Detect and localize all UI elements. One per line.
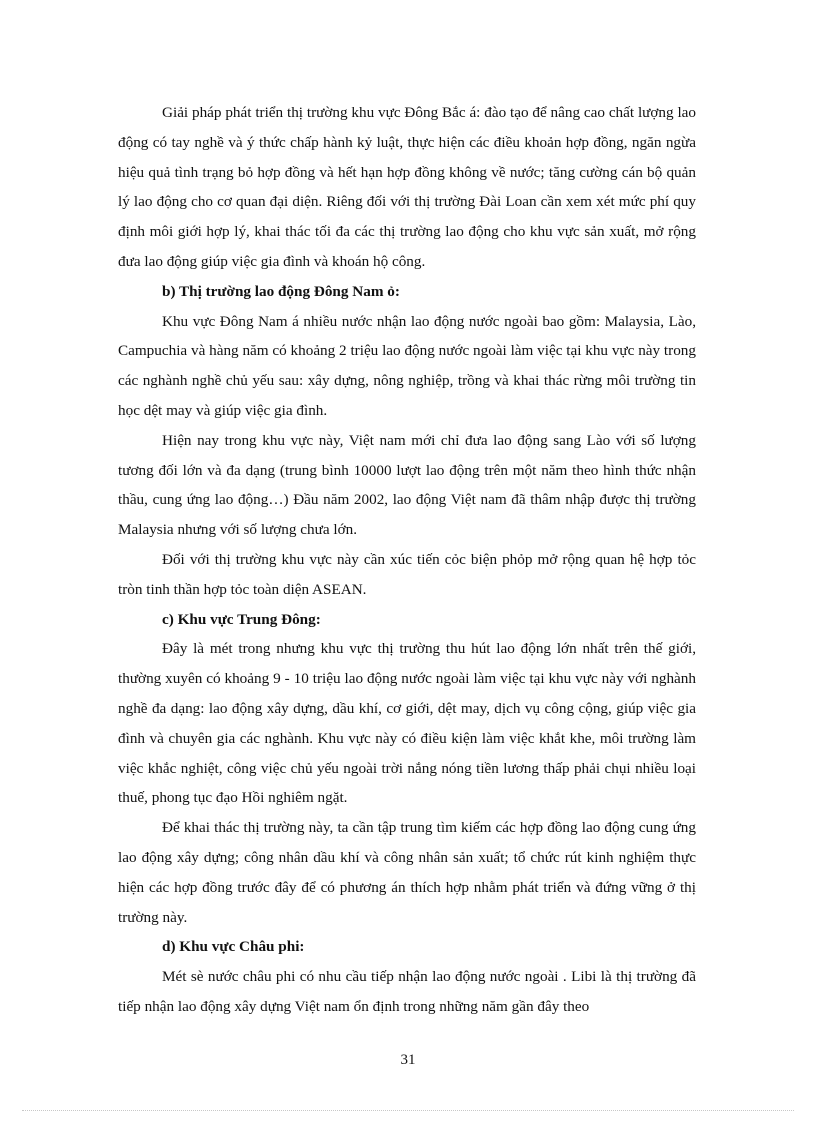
heading-middle-east: c) Khu vực Trung Đông: <box>162 610 321 628</box>
paragraph-africa-overview: Mét sè nước châu phi có nhu cầu tiếp nhận lao động nước ngoài . Libi là thị trường đã tiếp nhận lao động xây dựng Việt nam ổn định trong những năm gần đây theo <box>118 968 696 1015</box>
heading-africa: d) Khu vực Châu phi: <box>162 938 305 956</box>
paragraph-southeast-asia-measures: Đối với thị trường khu vực này cần xúc tiến cỏc biện phỏp mở rộng quan hệ hợp tỏc tròn tinh thần hợp tỏc toàn diện ASEAN. <box>118 550 696 598</box>
paragraph-northeast-asia-solution: Giải pháp phát triển thị trường khu vực Đông Bắc á: đào tạo để nâng cao chất lượng lao động có tay nghề và ý thức chấp hành kỷ luật, thực hiện các điều khoản hợp đồng, ngăn ngừa hiệu quả tình trạng bỏ hợp đồng và hết hạn hợp đồng không về nước; tăng cường cán bộ quản lý lao động cho cơ quan đại diện. Riêng đối với thị trường Đài Loan cần xem xét mức phí quy định môi giới hợp lý, khai thác tối đa các thị trường lao động cho khu vực sản xuất, mở rộng đưa lao động giúp việc gia đình và khoán hộ công. <box>118 104 696 270</box>
paragraph-southeast-asia-overview: Khu vực Đông Nam á nhiều nước nhận lao động nước ngoài bao gồm: Malaysia, Lào, Campuchia và hàng năm có khoảng 2 triệu lao động nước ngoài làm việc tại khu vực này trong các nghành nghề chủ yếu sau: xây dựng, nông nghiệp, trồng và khai thác rừng môi trường tin học dệt may và giúp việc gia đình. <box>118 312 696 419</box>
paragraph-southeast-asia-vietnam: Hiện nay trong khu vực này, Việt nam mới chỉ đưa lao động sang Lào với số lượng tương đối lớn và đa dạng (trung bình 10000 lượt lao động trên một năm theo hình thức nhận thầu, cung ứng lao động…) Đầu năm 2002, lao động Việt nam đã thâm nhập được thị trường Malaysia nhưng với số lượng chưa lớn. <box>118 431 696 539</box>
page-bottom-rule <box>22 1110 794 1111</box>
page-content <box>118 98 696 1022</box>
paragraph-middle-east-overview: Đây là mét trong nhưng khu vực thị trường thu hút lao động lớn nhất trên thế giới, thường xuyên có khoảng 9 - 10 triệu lao động nước ngoài làm việc tại khu vực này với nghành nghề đa dạng: lao động xây dựng, dầu khí, cơ giới, dệt may, dịch vụ công cộng, giúp việc gia đình và chuyên gia các nghành. Khu vực này có điều kiện làm việc khắt khe, môi trường làm việc khắc nghiệt, công việc chủ yếu ngoài trời nắng nóng tiền lương thấp phải chụi nhiều loại thuế, phong tục đạo Hồi nghiêm ngặt. <box>118 640 696 807</box>
page-number: 31 <box>400 1052 416 1068</box>
heading-southeast-asia: b) Thị trường lao động Đông Nam ỏ: <box>162 282 400 300</box>
paragraph-middle-east-measures: Để khai thác thị trường này, ta cần tập trung tìm kiếm các hợp đồng lao động cung ứng lao động xây dựng; công nhân dầu khí và công nhân sản xuất; tổ chức rút kinh nghiệm thực hiện các hợp đồng trước đây để có phương án thích hợp nhằm phát triển và đứng vững ở thị trường này. <box>118 819 696 926</box>
